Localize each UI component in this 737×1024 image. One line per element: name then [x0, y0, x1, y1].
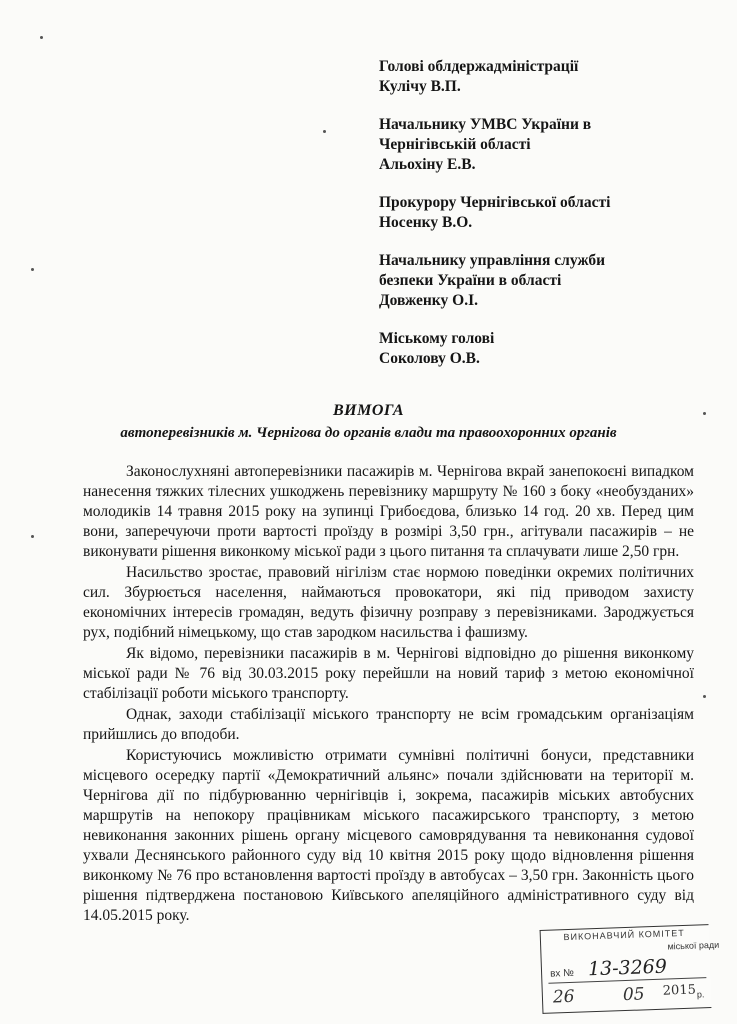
document-subtitle: автоперевізників м. Чернігова до органів влади та правоохоронних органів [120, 425, 617, 441]
body-paragraph: Користуючись можливістю отримати сумнівні політичні бонуси, представники місцевого осередку партії «Демократичний альянс» почали здійснювати на території м. Чернігова дії по підбурюванню чернігівців і, зокрема, пасажирів міських автобусних маршрутів на непокору працівникам міського пасажирського транспорту, з метою невиконання законних рішень органу місцевого самоврядування та невиконання судової ухвали Деснянського районного суду від 10 квітня 2015 року щодо відновлення рішення виконкому № 76 про встановлення вартості проїзду в автобусах – 3,50 грн. Законність цього рішення підтверджена постановою Київського апеляційного адміністративного суду від 14.05.2015 року. [83, 747, 694, 924]
document-body [83, 462, 694, 927]
scan-speck [703, 412, 706, 415]
addressee-governor [379, 57, 719, 97]
addressee-line: Міському голові [379, 330, 495, 347]
addressee-line: Чернігівській області [379, 136, 531, 153]
addressee-prosecutor [379, 193, 719, 233]
scan-speck [703, 695, 706, 698]
scan-speck [40, 36, 43, 39]
addressees-block [379, 57, 719, 387]
document-title: ВИМОГА [332, 402, 405, 419]
stamp-date-day: 26 [552, 986, 575, 1008]
addressee-line: безпеки України в області [379, 272, 562, 289]
addressee-line: Довженку О.І. [379, 292, 478, 309]
addressee-police [379, 115, 719, 175]
addressee-mayor [379, 329, 719, 369]
body-paragraph: Як відомо, перевізники пасажирів в м. Чернігові відповідно до рішення виконкому міської ради № 76 від 30.03.2015 року перейшли на новий тариф з метою економічної стабілізації роботи міського транспорту. [83, 645, 694, 702]
addressee-line: Прокурору Чернігівської області [379, 194, 611, 211]
stamp-incoming-label: вх № [549, 967, 575, 980]
scan-speck [31, 535, 34, 538]
stamp-date-suffix: р. [696, 989, 705, 1000]
scan-speck [31, 268, 34, 271]
addressee-line: Голові облдержадміністрації [379, 58, 579, 75]
addressee-line: Кулічу В.П. [379, 78, 461, 95]
addressee-line: Начальнику управління служби [379, 252, 606, 269]
stamp-date-year: 2015 [662, 982, 697, 999]
stamp-incoming-number: 13-3269 [587, 955, 668, 981]
body-paragraph: Насильство зростає, правовий нігілізм стає нормою поведінки окремих політичних сил. Збурюється населення, наймаються провокатори, які під приводом захисту економічних інтересів громадян, ведуть фізичну розправу з перевізниками. Зароджується рух, подібний німецькому, що став зародком насильства і фашизму. [83, 564, 694, 641]
addressee-line: Носенку В.О. [379, 214, 473, 231]
stamp-committee-text: ВИКОНАВЧИЙ КОМІТЕТ [563, 927, 685, 943]
body-paragraph: Законослухняні автоперевізники пасажирів м. Чернігова вкрай занепокоєні випадком нанесення тяжких тілесних ушкоджень перевізнику маршруту № 160 з боку «необузданих» молодиків 14 травня 2015 року на зупинці Грибоєдова, близько 14 год. 20 хв. Перед цим вони, заперечуючи проти вартості проїзду в розмірі 3,50 грн., агітували пасажирів – не виконувати рішення виконкому міської ради з цього питання та сплачувати лише 2,50 грн. [83, 463, 694, 560]
body-paragraph: Однак, заходи стабілізації міського транспорту не всім громадським організаціям прийшлись до вподоби. [83, 706, 694, 743]
stamp-date-month: 05 [622, 984, 645, 1006]
addressee-line: Соколову О.В. [379, 350, 480, 367]
stamp-council-text: міської ради [667, 939, 720, 952]
scan-speck [323, 130, 326, 133]
registration-stamp [540, 924, 720, 1014]
addressee-security-service [379, 251, 719, 311]
addressee-line: Начальнику УМВС України в [379, 116, 592, 133]
addressee-line: Альохіну Е.В. [379, 156, 476, 173]
